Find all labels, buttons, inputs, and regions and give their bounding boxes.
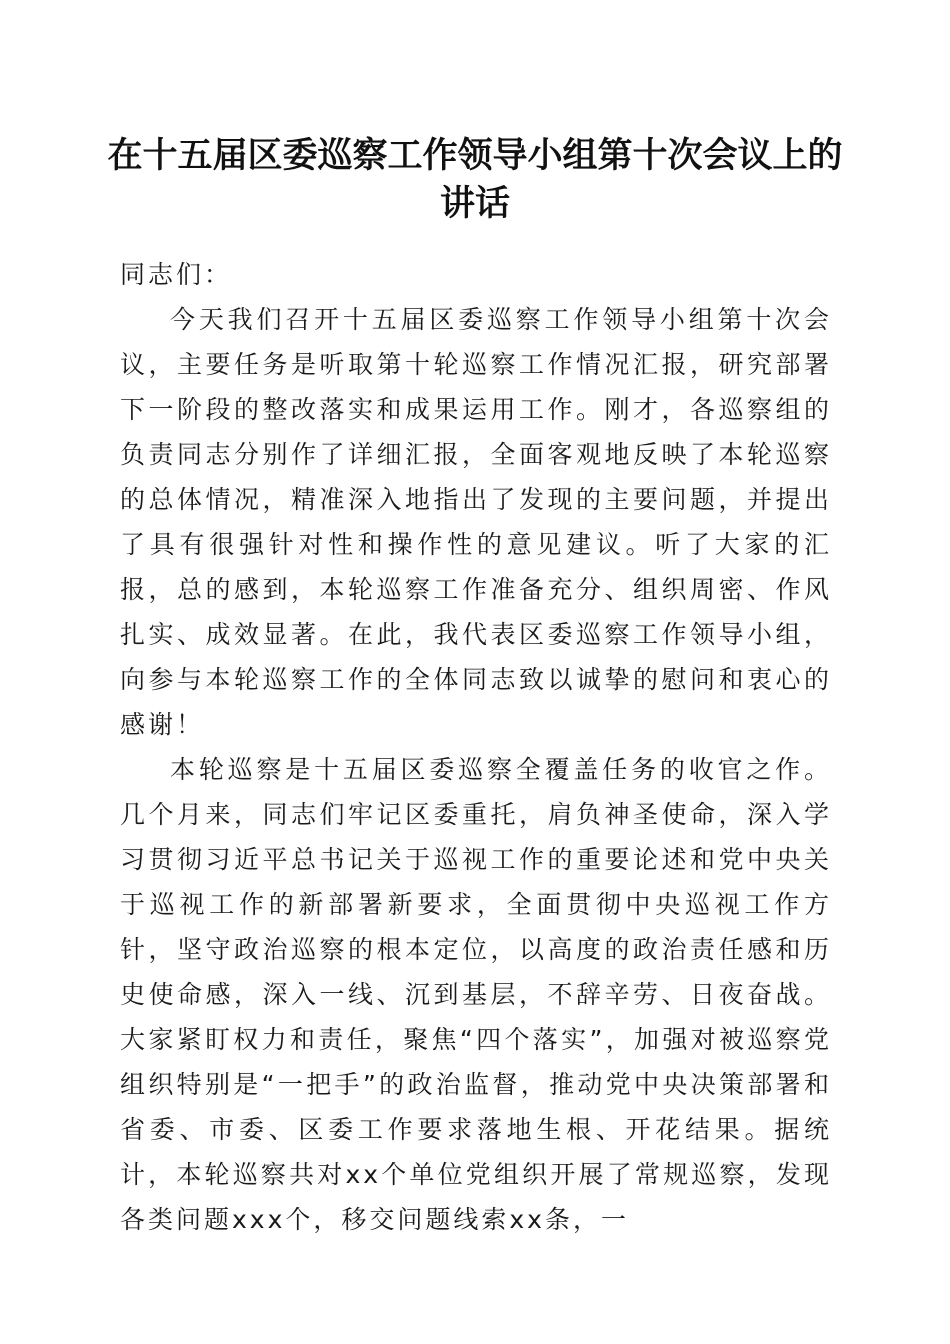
paragraph-2: 本轮巡察是十五届区委巡察全覆盖任务的收官之作。几个月来，同志们牢记区委重托，肩负神圣使命，深入学习贯彻习近平总书记关于巡视工作的重要论述和党中央关于巡视工作的新部署新要求，全面贯彻中央巡视工作方针，坚守政治巡察的根本定位，以高度的政治责任感和历史使命感，深入一线、沉到基层，不辞辛劳、日夜奋战。大家紧盯权力和责任，聚焦“四个落实”，加强对被巡察党组织特别是“一把手”的政治监督，推动党中央决策部署和省委、市委、区委工作要求落地生根、开花结果。据统计，本轮巡察共对xx个单位党组织开展了常规巡察，发现各类问题xxx个，移交问题线索xx条，一 — [120, 755, 832, 1234]
paragraph-1: 今天我们召开十五届区委巡察工作领导小组第十次会议，主要任务是听取第十轮巡察工作情况汇报，研究部署下一阶段的整改落实和成果运用工作。刚才，各巡察组的负责同志分别作了详细汇报，全面客观地反映了本轮巡察的总体情况，精准深入地指出了发现的主要问题，并提出了具有很强针对性和操作性的意见建议。听了大家的汇报，总的感到，本轮巡察工作准备充分、组织周密、作风扎实、成效显著。在此，我代表区委巡察工作领导小组，向参与本轮巡察工作的全体同志致以诚挚的慰问和衷心的感谢！ — [120, 305, 832, 739]
salutation: 同志们： — [120, 260, 233, 289]
document-body — [120, 252, 832, 1242]
document-title: 在十五届区委巡察工作领导小组第十次会议上的讲话 — [107, 135, 843, 224]
